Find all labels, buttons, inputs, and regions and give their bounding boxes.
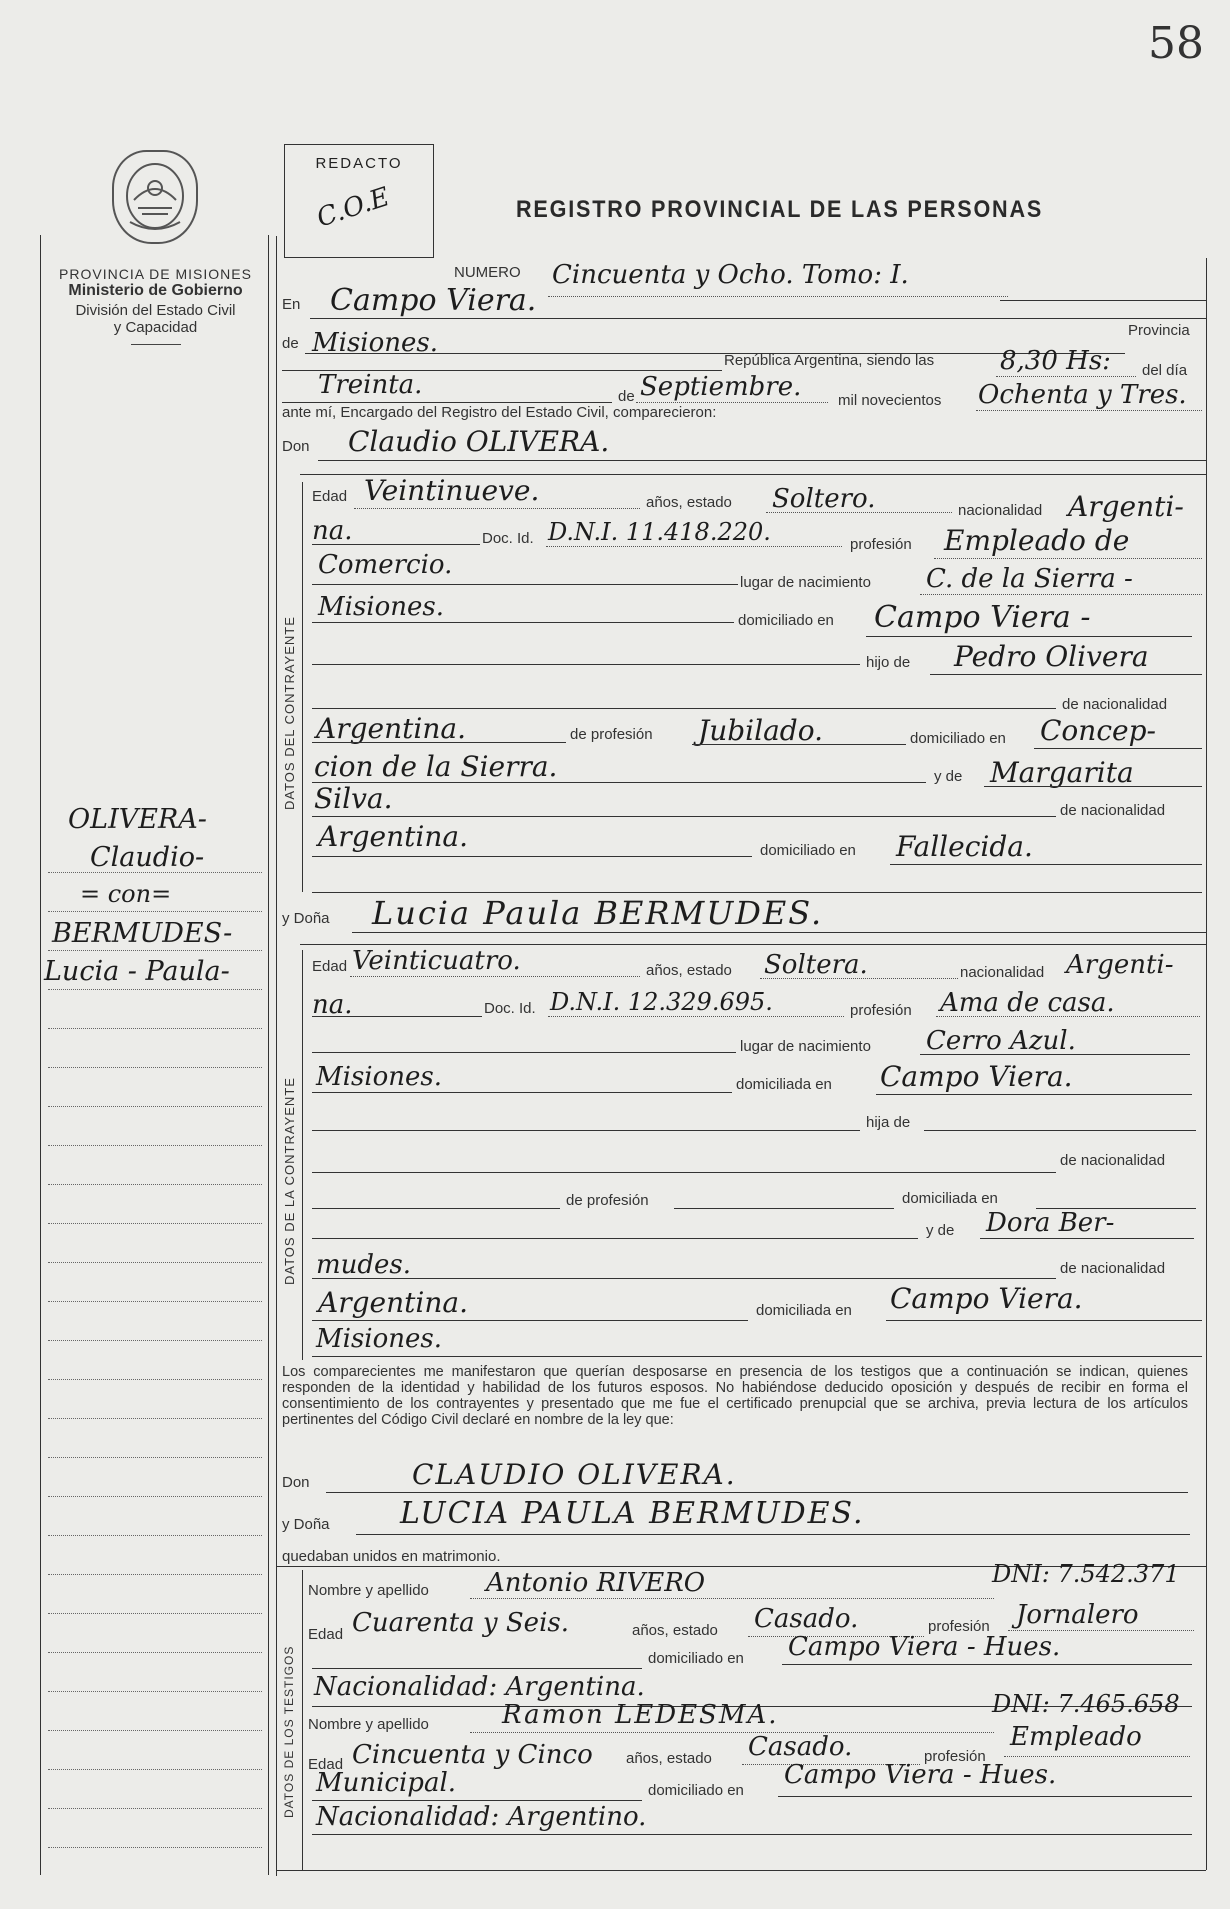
c2-domicilio-label: domiciliada en bbox=[736, 1076, 832, 1093]
margin-divider bbox=[268, 235, 269, 1875]
c1-madre-a: Margarita bbox=[990, 756, 1134, 789]
c2-profesion-value: Ama de casa. bbox=[940, 988, 1115, 1018]
c2-y-de-label: y de bbox=[926, 1222, 955, 1239]
c1-padre-dom-a: Concep- bbox=[1040, 714, 1156, 747]
c2-madre-dom-b: Misiones. bbox=[316, 1324, 442, 1354]
c2-hija-label: hija de bbox=[866, 1114, 911, 1131]
c1-madre-dom: Fallecida. bbox=[896, 830, 1033, 863]
c1-edad-label: Edad bbox=[312, 488, 348, 505]
declaracion-text: Los comparecientes me manifestaron que querían desposarse en presencia de los testigos que a continuación se indican, quienes responden de la identidad y habilidad de los futuros esposos. No habiéndose deducido oposición y después de recibir en forma el consentimiento de los contrayentes y presentado que me fue el certificado prenupcial que se archiva, previa lectura de los artículos pertinentes del Código Civil declaré en nombre de la ley que: bbox=[282, 1364, 1188, 1428]
seal-emblem-icon bbox=[120, 158, 190, 236]
c2-madre-a: Dora Ber- bbox=[986, 1208, 1115, 1238]
de-mes-label: de bbox=[618, 388, 635, 405]
dia-value: Treinta. bbox=[318, 370, 423, 400]
c1-nacionalidad-label: nacionalidad bbox=[958, 502, 1043, 519]
c1-domiciliado-label: domiciliado en bbox=[910, 730, 1006, 747]
c1-padre-nac: Argentina. bbox=[316, 712, 466, 745]
c1-doc-value: D.N.I. 11.418.220. bbox=[548, 518, 771, 546]
form-right-border bbox=[1206, 258, 1207, 1870]
c2-madre-b: mudes. bbox=[316, 1250, 412, 1280]
t1-profesion-label: profesión bbox=[928, 1618, 990, 1635]
t2-anios-estado: años, estado bbox=[626, 1750, 712, 1767]
margin-surname-2: BERMUDES- bbox=[52, 918, 233, 949]
t2-profesion-value-b: Municipal. bbox=[316, 1768, 457, 1798]
margin-ruling bbox=[48, 834, 262, 1848]
c1-domicilio-value: Campo Viera - bbox=[874, 600, 1091, 635]
contrayente2-section-label: DATOS DE LA CONTRAYENTE bbox=[282, 1077, 297, 1285]
t1-domicilio-value: Campo Viera - Hues. bbox=[788, 1632, 1061, 1662]
c2-madre-dom-label: domiciliada en bbox=[756, 1302, 852, 1319]
c1-lugar-value-a: C. de la Sierra - bbox=[926, 564, 1133, 594]
del-dia-label: del día bbox=[1142, 362, 1188, 379]
c1-y-de-label: y de bbox=[934, 768, 963, 785]
c2-madre-dom-a: Campo Viera. bbox=[890, 1282, 1083, 1315]
c1-madre-dom-label: domiciliado en bbox=[760, 842, 856, 859]
redacto-stamp bbox=[284, 144, 434, 258]
c2-doc-value: D.N.I. 12.329.695. bbox=[550, 988, 773, 1016]
margin-con: = con= bbox=[80, 880, 172, 908]
t2-nombre-label: Nombre y apellido bbox=[308, 1716, 429, 1733]
t1-estado-value: Casado. bbox=[754, 1604, 859, 1634]
t2-profesion-value-a: Empleado bbox=[1010, 1722, 1142, 1752]
provincia-label: Provincia bbox=[1128, 322, 1190, 339]
redacto-initials: C.O.E bbox=[313, 182, 394, 234]
de-label: de bbox=[282, 335, 299, 352]
division-label-2: y Capacidad bbox=[113, 319, 198, 336]
dona-label: y Doña bbox=[282, 910, 330, 927]
t1-nombre-value: Antonio RIVERO bbox=[486, 1568, 706, 1598]
t1-nombre-label: Nombre y apellido bbox=[308, 1582, 429, 1599]
c1-profesion-value-a: Empleado de bbox=[944, 524, 1130, 557]
t2-profesion-label: profesión bbox=[924, 1748, 986, 1765]
c1-lugar-value-b: Misiones. bbox=[318, 592, 444, 622]
province-label: PROVINCIA DE MISIONES bbox=[59, 266, 252, 282]
c2-domiciliada-label: domiciliada en bbox=[902, 1190, 998, 1207]
anio-value: Ochenta y Tres. bbox=[978, 380, 1187, 410]
left-margin-border bbox=[40, 235, 41, 1875]
republica-label: República Argentina, siendo las bbox=[724, 352, 935, 369]
c1-padre-value: Pedro Olivera bbox=[954, 640, 1149, 673]
c1-edad-value: Veintinueve. bbox=[364, 474, 540, 507]
t2-domicilio-label: domiciliado en bbox=[648, 1782, 744, 1799]
c1-nacionalidad-value-b: na. bbox=[312, 516, 353, 546]
numero-value: Cincuenta y Ocho. Tomo: I. bbox=[552, 260, 909, 290]
t2-doc: DNI: 7.465.658 bbox=[992, 1690, 1180, 1718]
c1-padre-prof: Jubilado. bbox=[698, 714, 823, 747]
t1-anios-estado: años, estado bbox=[632, 1622, 718, 1639]
t1-doc: DNI: 7.542.371 bbox=[992, 1560, 1180, 1588]
dona-value: Lucia Paula BERMUDES. bbox=[372, 894, 824, 932]
document-title: REGISTRO PROVINCIAL DE LAS PERSONAS bbox=[516, 196, 1044, 223]
t1-edad-label: Edad bbox=[308, 1626, 344, 1643]
c1-nacionalidad-value-a: Argenti- bbox=[1068, 490, 1184, 523]
ante-mi-text: ante mí, Encargado del Registro del Estado Civil, comparecieron: bbox=[282, 404, 717, 421]
t1-domicilio-label: domiciliado en bbox=[648, 1650, 744, 1667]
c1-padre-dom-b: cion de la Sierra. bbox=[314, 750, 558, 783]
ministry-label: Ministerio de Gobierno bbox=[68, 282, 243, 299]
numero-label: NUMERO bbox=[454, 264, 521, 281]
t1-nacionalidad: Nacionalidad: Argentina. bbox=[314, 1672, 645, 1702]
c2-lugar-value-b: Misiones. bbox=[316, 1062, 442, 1092]
don-value: Claudio OLIVERA. bbox=[348, 425, 610, 458]
c1-doc-label: Doc. Id. bbox=[482, 530, 534, 547]
mil-novecientos-label: mil novecientos bbox=[838, 392, 942, 409]
de-value: Misiones. bbox=[312, 328, 438, 358]
c2-de-nacionalidad-label: de nacionalidad bbox=[1060, 1152, 1166, 1169]
decl-dona-value: LUCIA PAULA BERMUDES. bbox=[400, 1496, 865, 1531]
c2-nacionalidad-label: nacionalidad bbox=[960, 964, 1045, 981]
hora-value: 8,30 Hs: bbox=[1000, 346, 1111, 376]
c1-madre-nac-label: de nacionalidad bbox=[1060, 802, 1166, 819]
c1-de-profesion-label: de profesión bbox=[570, 726, 653, 743]
decl-don-value: CLAUDIO OLIVERA. bbox=[412, 1458, 737, 1491]
c2-profesion-label: profesión bbox=[850, 1002, 912, 1019]
c1-hijo-label: hijo de bbox=[866, 654, 911, 671]
c1-anios-estado-label: años, estado bbox=[646, 494, 732, 511]
c2-estado-value: Soltera. bbox=[764, 950, 868, 980]
redacto-label: REDACTO bbox=[315, 155, 403, 172]
t2-edad-label: Edad bbox=[308, 1756, 344, 1773]
quedaban-text: quedaban unidos en matrimonio. bbox=[282, 1548, 501, 1565]
mes-value: Septiembre. bbox=[640, 372, 802, 402]
c1-lugar-label: lugar de nacimiento bbox=[740, 574, 871, 591]
c1-estado-value: Soltero. bbox=[772, 484, 876, 514]
c2-nacionalidad-value-a: Argenti- bbox=[1066, 950, 1174, 980]
t2-edad-value: Cincuenta y Cinco bbox=[352, 1740, 593, 1770]
margin-name-1: Claudio- bbox=[90, 842, 205, 873]
c2-domicilio-value: Campo Viera. bbox=[880, 1060, 1073, 1093]
t2-nacionalidad: Nacionalidad: Argentino. bbox=[316, 1802, 647, 1832]
c1-domicilio-label: domiciliado en bbox=[738, 612, 834, 629]
decl-dona-label: y Doña bbox=[282, 1516, 330, 1533]
page-number: 58 bbox=[1148, 18, 1204, 69]
t2-estado-value: Casado. bbox=[748, 1732, 853, 1762]
c2-edad-label: Edad bbox=[312, 958, 348, 975]
t2-nombre-value: Ramon LEDESMA. bbox=[502, 1700, 779, 1730]
c2-madre-nac: Argentina. bbox=[318, 1286, 468, 1319]
c1-madre-b: Silva. bbox=[314, 782, 393, 815]
decl-don-label: Don bbox=[282, 1474, 310, 1491]
c1-profesion-label: profesión bbox=[850, 536, 912, 553]
don-label: Don bbox=[282, 438, 310, 455]
c2-madre-nac-label: de nacionalidad bbox=[1060, 1260, 1166, 1277]
c2-anios-estado-label: años, estado bbox=[646, 962, 732, 979]
c1-profesion-value-b: Comercio. bbox=[318, 550, 453, 580]
en-label: En bbox=[282, 296, 301, 313]
form-left-border bbox=[276, 236, 277, 1876]
issuer-block bbox=[48, 266, 263, 345]
contrayente-section-label: DATOS DEL CONTRAYENTE bbox=[282, 616, 297, 810]
c1-de-nacionalidad-label: de nacionalidad bbox=[1062, 696, 1168, 713]
provincial-seal bbox=[112, 150, 198, 244]
margin-name-2: Lucia - Paula- bbox=[44, 956, 230, 987]
c2-doc-label: Doc. Id. bbox=[484, 1000, 536, 1017]
t1-edad-value: Cuarenta y Seis. bbox=[352, 1608, 569, 1638]
c2-edad-value: Veinticuatro. bbox=[352, 946, 521, 976]
t2-domicilio-value: Campo Viera - Hues. bbox=[784, 1760, 1057, 1790]
testigos-section-label: DATOS DE LOS TESTIGOS bbox=[282, 1645, 296, 1818]
c2-lugar-value-a: Cerro Azul. bbox=[926, 1026, 1076, 1056]
division-label: División del Estado Civil bbox=[75, 302, 236, 319]
c1-madre-nac: Argentina. bbox=[318, 820, 468, 853]
c2-lugar-label: lugar de nacimiento bbox=[740, 1038, 871, 1055]
c2-de-profesion-label: de profesión bbox=[566, 1192, 649, 1209]
en-value: Campo Viera. bbox=[330, 283, 537, 318]
t1-profesion-value: Jornalero bbox=[1016, 1600, 1139, 1630]
margin-surname-1: OLIVERA- bbox=[68, 804, 207, 835]
c2-nacionalidad-value-b: na. bbox=[312, 990, 353, 1020]
